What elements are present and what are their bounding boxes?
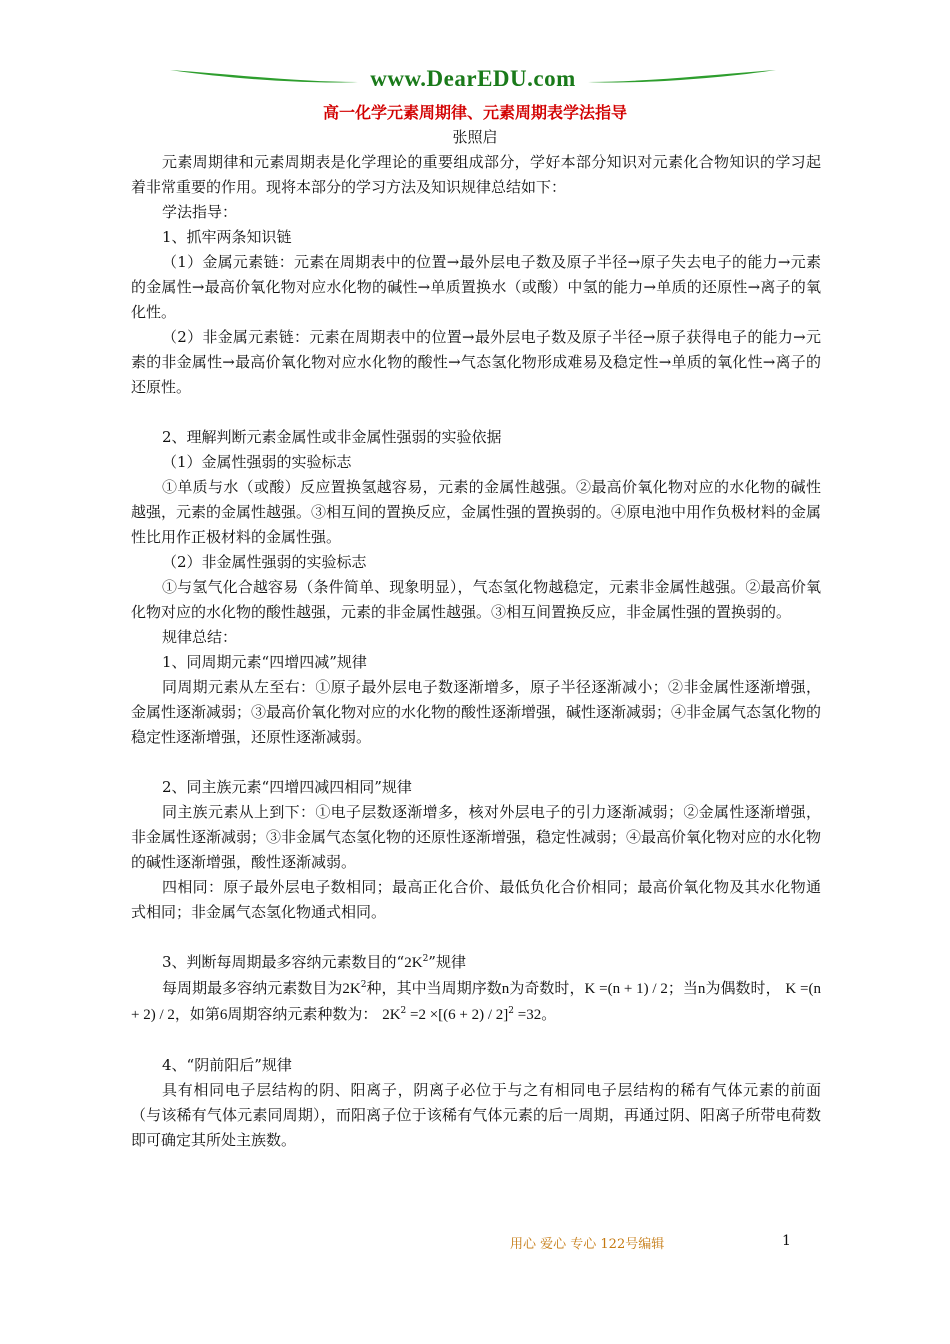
footer-note: 用心 爱心 专心 122号编辑 xyxy=(510,1237,665,1252)
paragraph: 同主族元素从上到下：①电子层数逐渐增多，核对外层电子的引力逐渐减弱；②金属性逐渐增强，非金属性逐渐减弱；③非金属气态氢化物的还原性逐渐增强，稳定性减弱；④最高价氧化物对应的水化物的碱性逐渐增强，酸性逐渐减弱。 xyxy=(131,803,822,871)
author: 张照启 xyxy=(452,128,498,146)
paragraph: ①与氢气化合越容易（条件简单、现象明显），气态氢化物越稳定，元素非金属性越强。②最高价氧化物对应的水化物的酸性越强，元素的非金属性越强。③相互间置换反应，非金属性强的置换弱的。 xyxy=(131,578,821,621)
paragraph: 具有相同电子层结构的阴、阳离子，阴离子必位于与之有相同电子层结构的稀有气体元素的前面（与该稀有气体元素同周期），而阳离子位于该稀有气体元素的后一周期，再通过阴、阳离子所带电荷数即可确定其所处主族数。 xyxy=(131,1081,821,1149)
page-title: 高一化学元素周期律、元素周期表学法指导 xyxy=(322,103,627,122)
paragraph: 每周期最多容纳元素数目为$2K^2$种，其中当周期序数n为奇数时，K =(n + 1) / 2；当n为偶数时， K =(n + 2) / 2，如第6周期容纳元素种数为： $2K^2 =2 \times[(6 + 2) / 2]^2 =32$。 xyxy=(131,979,821,1023)
paragraph: （2）非金属性强弱的实验标志 xyxy=(162,553,367,571)
article-body xyxy=(131,150,821,1153)
subsection-heading: 3、判断每周期最多容纳元素数目的“$2K^2$”规律 xyxy=(162,953,466,971)
site-url: www.DearEDU.com xyxy=(370,66,576,91)
subsection-heading: 2、理解判断元素金属性或非金属性强弱的实验依据 xyxy=(162,428,502,446)
paragraph: （2）非金属元素链：元素在周期表中的位置→最外层电子数及原子半径→原子获得电子的能力→元素的非金属性→最高价氧化物对应水化物的酸性→气态氢化物形成难易及稳定性→单质的氧化性→离子的还原性。 xyxy=(131,328,821,396)
paragraph: 四相同：原子最外层电子数相同；最高正化合价、最低负化合价相同；最高价氧化物及其水化物通式相同；非金属气态氢化物通式相同。 xyxy=(131,878,821,921)
paragraph: 同周期元素从左至右：①原子最外层电子数逐渐增多，原子半径逐渐减小；②非金属性逐渐增强，金属性逐渐减弱；③最高价氧化物对应的水化物的酸性逐渐增强，碱性逐渐减弱；④非金属气态氢化物的稳定性逐渐增强，还原性逐渐减弱。 xyxy=(131,678,822,746)
subsection-heading: 1、同周期元素“四增四减”规律 xyxy=(162,653,367,671)
subsection-heading: 2、同主族元素“四增四减四相同”规律 xyxy=(162,778,412,796)
paragraph: ①单质与水（或酸）反应置换氢越容易，元素的金属性越强。②最高价氧化物对应的水化物的碱性越强，元素的金属性越强。③相互间的置换反应，金属性强的置换弱的。④原电池中用作负极材料的金属性比用作正极材料的金属性强。 xyxy=(131,478,822,546)
section-heading: 规律总结： xyxy=(162,628,238,646)
paragraph: （1）金属性强弱的实验标志 xyxy=(162,453,352,471)
subsection-heading: 1、抓牢两条知识链 xyxy=(162,228,292,246)
paragraph: （1）金属元素链：元素在周期表中的位置→最外层电子数及原子半径→原子失去电子的能力→元素的金属性→最高价氧化物对应水化物的碱性→单质置换水（或酸）中氢的能力→单质的还原性→离子的氧化性。 xyxy=(131,253,821,321)
section-heading: 学法指导： xyxy=(162,203,238,221)
intro-paragraph: 元素周期律和元素周期表是化学理论的重要组成部分，学好本部分知识对元素化合物知识的学习起着非常重要的作用。现将本部分的学习方法及知识规律总结如下： xyxy=(131,153,821,196)
subsection-heading: 4、“阴前阳后”规律 xyxy=(162,1056,292,1074)
site-banner xyxy=(168,62,778,94)
page-number: 1 xyxy=(782,1233,791,1249)
